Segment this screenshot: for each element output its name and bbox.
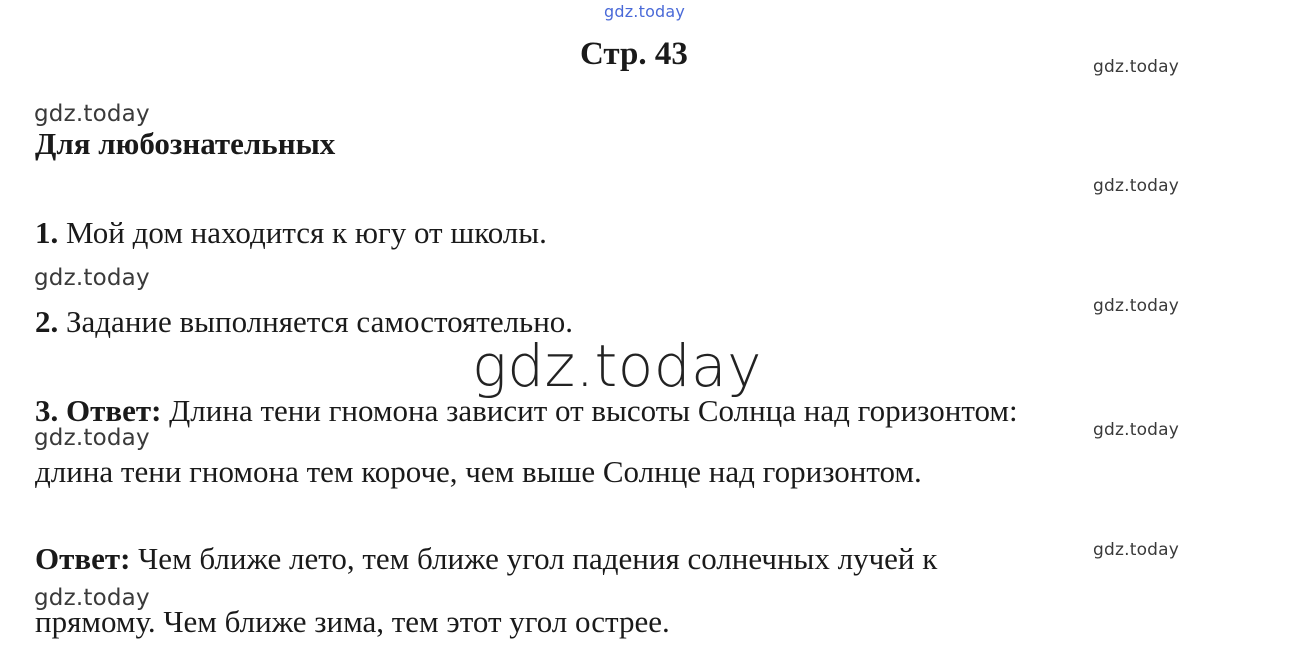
watermark-right-1: gdz.today — [1093, 57, 1180, 77]
answer-1 — [35, 215, 547, 251]
answer-3-text-1: Длина тени гномона зависит от высоты Солнца над горизонтом: — [169, 393, 1018, 428]
answer-4-line-1 — [35, 541, 937, 577]
answer-4-line-2 — [35, 604, 670, 640]
answer-1-number: 1. — [35, 215, 59, 250]
watermark-left-4: gdz.today — [34, 585, 150, 611]
watermark-left-3: gdz.today — [34, 425, 150, 451]
answer-4-label: Ответ: — [35, 541, 131, 576]
answer-3-line-2 — [35, 454, 922, 490]
watermark-right-4: gdz.today — [1093, 420, 1180, 440]
answer-4-text-1: Чем ближе лето, тем ближе угол падения солнечных лучей к — [138, 541, 938, 576]
watermark-top: gdz.today — [604, 2, 686, 21]
answer-1-text: Мой дом находится к югу от школы. — [66, 215, 547, 250]
watermark-left-1: gdz.today — [34, 101, 150, 127]
answer-3-number: 3. — [35, 393, 59, 428]
answer-2-number: 2. — [35, 304, 59, 339]
page-title: Стр. 43 — [580, 36, 688, 72]
watermark-left-2: gdz.today — [34, 265, 150, 291]
answer-3-text-2: длина тени гномона тем короче, чем выше Солнце над горизонтом. — [35, 454, 922, 489]
section-heading: Для любознательных — [35, 126, 336, 161]
answer-3-label: Ответ: — [66, 393, 162, 428]
answer-3-line-1 — [35, 393, 1018, 429]
answer-4-text-2: прямому. Чем ближе зима, тем этот угол острее. — [35, 604, 670, 639]
watermark-right-3: gdz.today — [1093, 296, 1180, 316]
watermark-right-5: gdz.today — [1093, 540, 1180, 560]
watermark-right-2: gdz.today — [1093, 176, 1180, 196]
watermark-center-large: gdz.today — [472, 332, 762, 400]
answer-2-text: Задание выполняется самостоятельно. — [66, 304, 574, 339]
